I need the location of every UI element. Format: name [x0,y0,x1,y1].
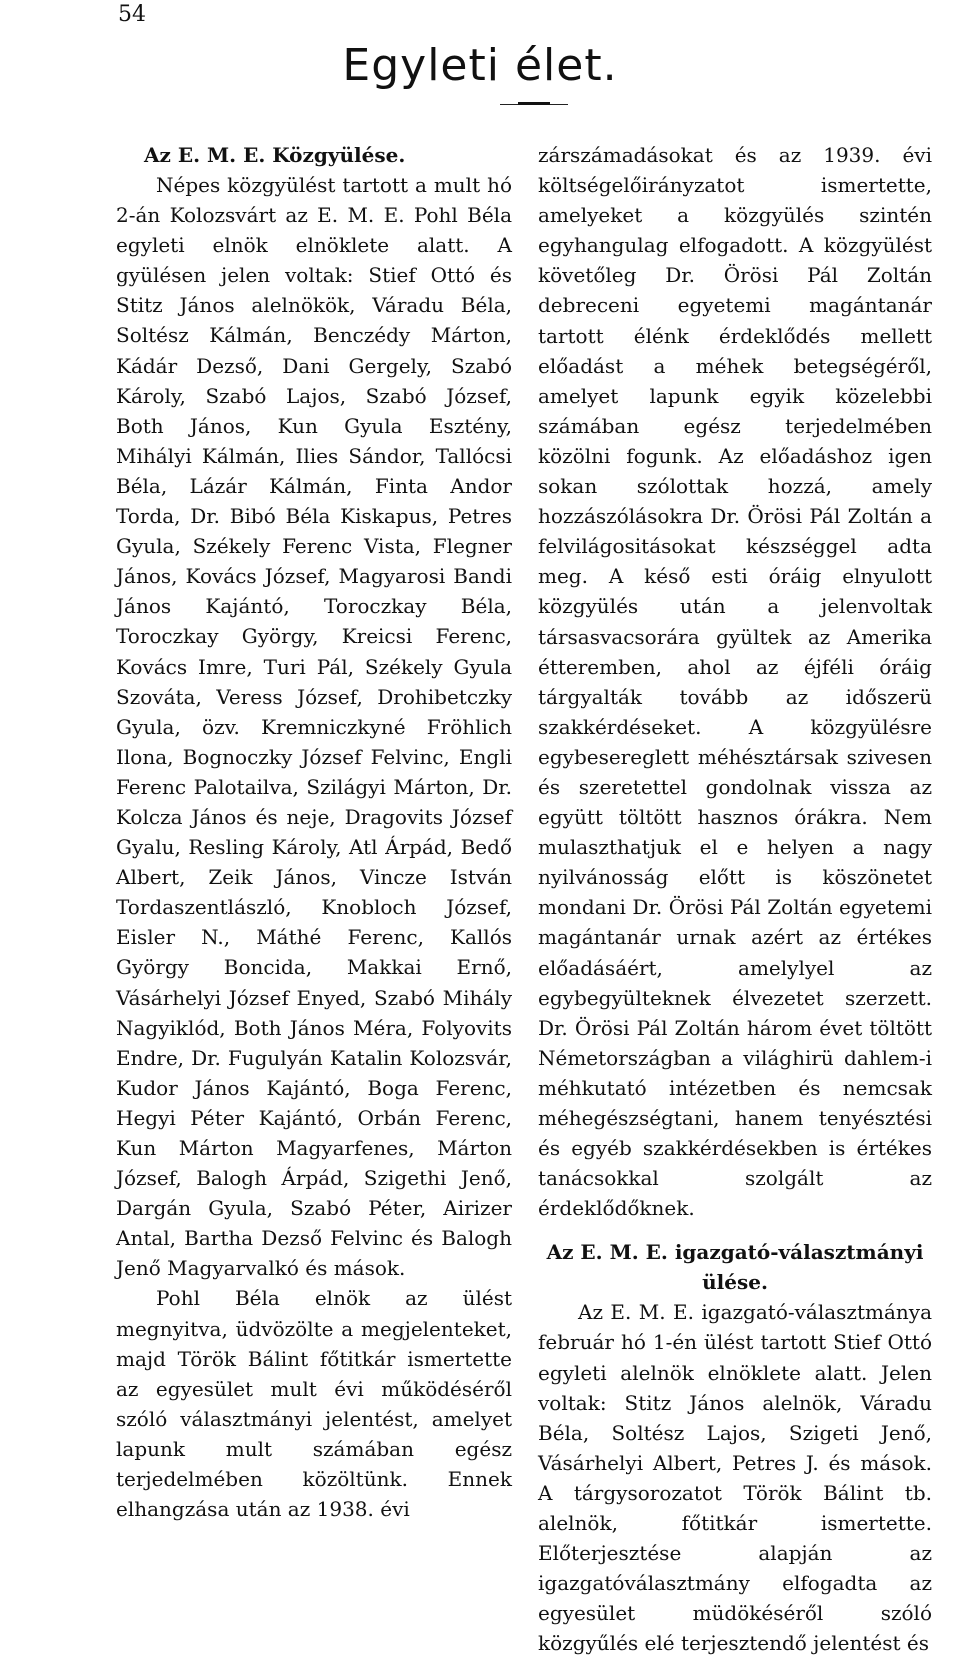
page-title: Egyleti élet. [342,40,618,91]
section-heading-kozgyules: Az E. M. E. Közgyülése. [144,143,406,167]
paragraph-valasztmany: Az E. M. E. igazgató-választmánya február hó 1-én ülést tartott Stief Ottó egyleti alelnök elnöklete alatt. Jelen voltak: Stitz János alelnök, Váradu Béla, Soltész Lajos, Szigeti Jenő, Vásárhelyi Albert, Petres J. és mások. A tárgysorozatot Török Bálint tb. alelnök, főtitkár ismertette. Előterjesztése alapján az igazgatóválasztmány elfogadta az egyesület müdökéséről szóló közgyűlés elé terjesztendő jelentést és [538,1300,932,1656]
left-column [116,140,512,1524]
paragraph-opening: Pohl Béla elnök az ülést megnyitva, üdvözölte a megjelenteket, majd Török Bálint főtitkár ismertette az egyesület mult évi működéséről szóló választmányi jelentést, amelyet lapunk mult számában egész terjedelmében közöltünk. Ennek elhangzása után az 1938. évi [116,1286,512,1522]
page-number: 54 [118,2,146,27]
paragraph-attendees: Népes közgyülést tartott a mult hó 2-án Kolozsvárt az E. M. E. Pohl Béla egyleti elnök elnöklete alatt. A gyülésen jelen voltak: Stief Ottó és Stitz János alelnökök, Váradu Béla, Soltész Kálmán, Benczédy Márton, Kádár Dezső, Dani Gergely, Szabó Károly, Szabó Lajos, Szabó József, Both János, Kun Gyula Esztény, Mihályi Kálmán, Ilies Sándor, Tallócsi Béla, Lázár Kálmán, Finta Andor Torda, Dr. Bibó Béla Kiskapus, Petres Gyula, Székely Ferenc Vista, Flegner János, Kovács József, Magyarosi Bandi János Kajántó, Toroczkay Béla, Toroczkay György, Kreicsi Ferenc, Kovács Imre, Turi Pál, Székely Gyula Szováta, Veress József, Drohibetczky Gyula, özv. Kremniczkyné Fröhlich Ilona, Bognoczky József Felvinc, Engli Ferenc Palotailva, Szilágyi Márton, Dr. Kolcza János és neje, Dragovits József Gyalu, Resling Károly, Atl Árpád, Bedő Albert, Zeik János, Vincze István Tordaszentlászló, Knobloch József, Eisler N., Máthé Ferenc, Kallós György Boncida, Makkai Ernő, Vásárhelyi József Enyed, Szabó Mihály Nagyiklód, Both János Méra, Folyovits Endre, Dr. Fugulyán Katalin Kolozsvár, Kudor János Kajántó, Boga Ferenc, Hegyi Péter Kajántó, Orbán Ferenc, Kun Márton Magyarfenes, Márton József, Balogh Árpád, Szigethi Jenő, Dargán Gyula, Szabó Péter, Airizer Antal, Bartha Dezső Felvinc és Balogh Jenő Magyarvalkó és mások. [116,173,512,1281]
right-column [538,140,932,1659]
paragraph-continuation: zárszámadásokat és az 1939. évi költségelőirányzatot ismertette, amelyeket a közgyülés szintén egyhangulag elfogadott. A közgyülést követőleg Dr. Örösi Pál Zoltán debreceni egyetemi magántanár tartott élénk érdeklődés mellett előadást a méhek betegségéről, amelyet lapunk egyik közelebbi számában egész terjedelmében közölni fogunk. Az előadáshoz igen sokan szólottak hozzá, amely hozzászólásokra Dr. Örösi Pál Zoltán a felvilágositásokat készséggel adta meg. A késő esti óráig elnyulott közgyülés után a jelenvoltak társasvacsorára gyültek az Amerika étteremben, ahol az éjféli óráig tárgyalták tovább az időszerü szakkérdéseket. A közgyülésre egybesereglett méhésztársak szivesen és szeretettel gondolnak vissza az együtt töltött hasznos órákra. Nem mulaszthatjuk el e helyen a nagy nyilvánosság előtt is köszönetet mondani Dr. Örösi Pál Zoltán egyetemi magántanár urnak azért az értékes előadásáért, amelylyel az egybegyülteknek élvezetet szerzett. Dr. Örösi Pál Zoltán három évet töltött Németországban a világhirü dahlem-i méhkutató intézetben és nemcsak méhegészségtani, hanem tenyésztési és egyéb szakkérdésekben is értékes tanácsokkal szolgált az érdeklődőknek. [538,143,932,1221]
title-rule-accent [518,102,550,105]
section-heading-valasztmany: Az E. M. E. igazgató-választmányi ülése. [546,1240,924,1295]
